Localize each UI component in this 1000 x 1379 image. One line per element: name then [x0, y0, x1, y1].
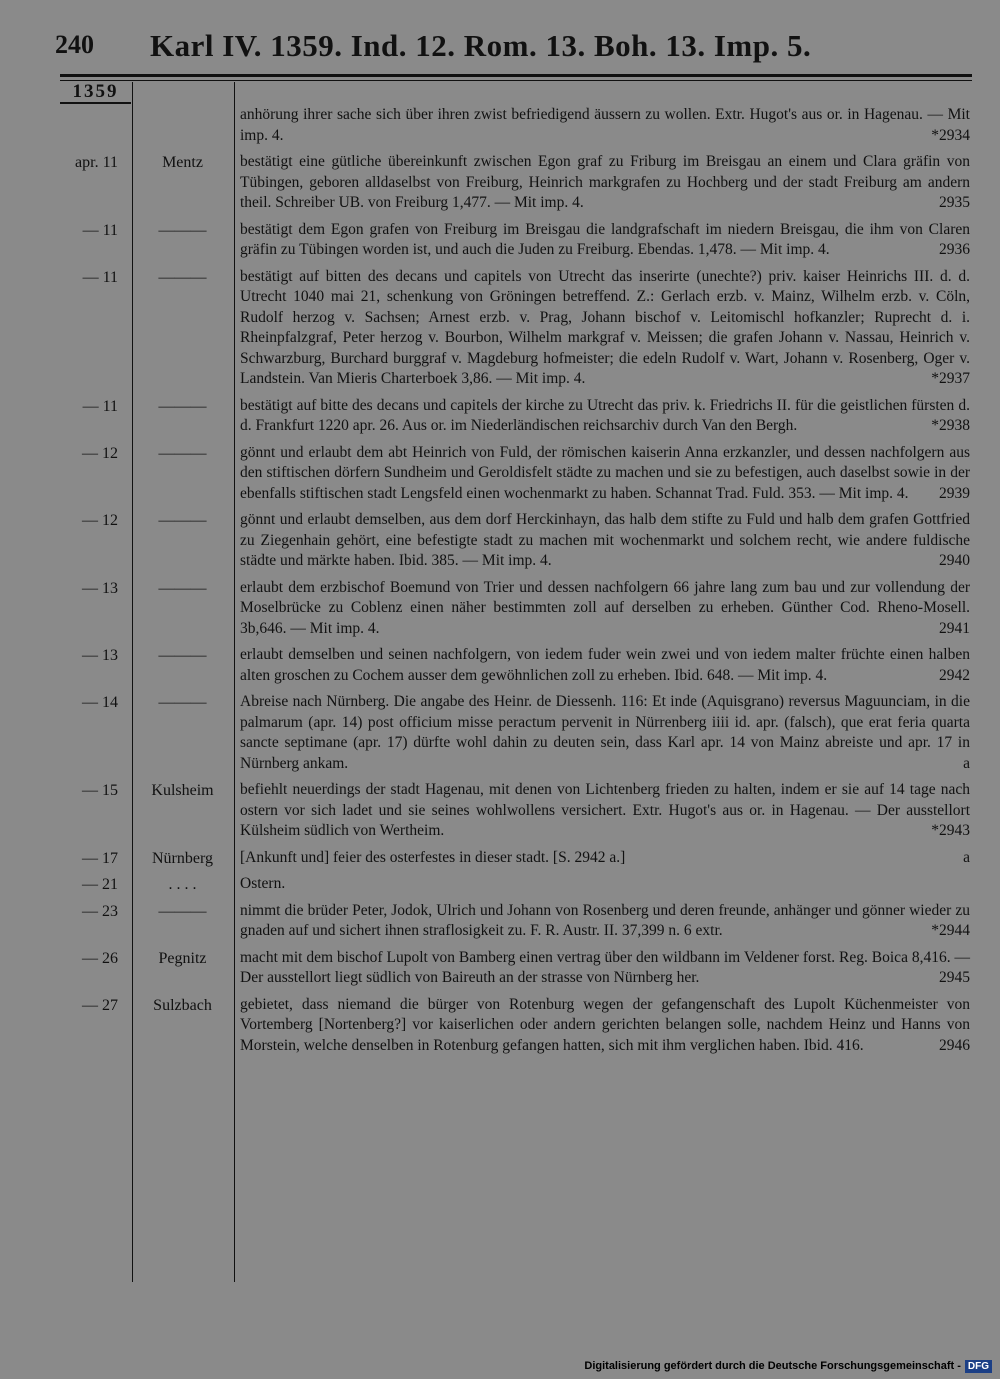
entry	[0, 848, 1000, 869]
entry-body: befiehlt neuerdings der stadt Hagenau, mit denen von Lichtenberg frieden zu halten, indem er sie auf 14 tage nach ostern vor sich ladet und sie seines wohlwollens versichert. Extr. Hugot's aus or. in Hagenau. — Der ausstellort Külsheim südlich von Wertheim.	[240, 781, 970, 839]
entry-place: ———	[158, 647, 207, 664]
entry-place: Mentz	[162, 154, 203, 171]
entry-body: gönnt und erlaubt dem abt Heinrich von Fuld, der römischen kaiserin Anna erzkanzler, und dessen nachfolgern aus den stiftischen dörfern Sundheim und Geroldisfelt städte zu machen und sie zu befestigen, auch daselbst sowie in der ebenfalls stiftischen stadt Lengsfeld einen wochenmarkt zu haben. Schannat Trad. Fuld. 353. — Mit imp. 4.	[240, 443, 970, 502]
entry-date: — 15	[82, 782, 118, 799]
entry-date: — 26	[82, 949, 118, 967]
entry-text	[240, 443, 970, 505]
entry-place: ———	[158, 444, 207, 462]
entry-date: — 21	[82, 876, 118, 893]
entry-number: 2936	[939, 241, 970, 258]
entry-number: 2946	[939, 1036, 970, 1054]
header-rule-thick	[60, 74, 972, 77]
entry-text	[240, 874, 970, 895]
entry-place: Sulzbach	[153, 996, 212, 1014]
entry-place: ———	[158, 397, 207, 415]
entry-text	[240, 645, 970, 686]
entry-body: Abreise nach Nürnberg. Die angabe des Heinr. de Diessenh. 116: Et inde (Aquisgrano) reversus Maguunciam, in die palmarum (apr. 14) post officium misse peractum pervenit in Nürrenberg iiii id. apr. (falsch), que erat feria quarta sancte septimane (apr. 17) dürfte wohl dahin zu deuten sein, dass Karl apr. 14 von Mainz abreiste und apr. 17 in Nürnberg ankam.	[240, 693, 970, 772]
entry	[0, 645, 1000, 686]
entry-text	[240, 152, 970, 214]
entry-body: nimmt die brüder Peter, Jodok, Ulrich und Johann von Rosenberg und deren freunde, anhänger und gönner wieder zu gnaden auf und sichert ihnen straflosigkeit zu. F. R. Austr. II. 37,399 n. 6 extr.	[240, 901, 970, 939]
year-label: 1359	[72, 81, 119, 102]
entry-body: bestätigt eine gütliche übereinkunft zwischen Egon graf zu Friburg im Breisgau an einem und Clara gräfin von Tübingen, geboren alldaselbst von Freiburg, Heinrich markgrafen zu Hochberg und der stadt Freiburg am andern theil. Schreiber UB. von Freiburg 1,477. — Mit imp. 4.	[240, 153, 970, 211]
entry-date: — 11	[82, 221, 118, 239]
entry-place: ———	[158, 268, 207, 286]
entry-number: 2939	[939, 484, 970, 502]
entry-text	[240, 692, 970, 774]
entry-number: 2935	[939, 194, 970, 211]
entry-text	[240, 105, 970, 146]
entry-body: erlaubt demselben und seinen nachfolgern, von iedem fuder wein zwei und von iedem malter früchte einen halben alten groschen zu Cochem ausser dem gewöhnlichen zoll zu erheben. Ibid. 648. — Mit imp. 4.	[240, 646, 970, 684]
entry-date: — 27	[82, 996, 118, 1014]
entry-body: anhörung ihrer sache sich über ihren zwist befriedigend äussern zu wollen. Extr. Hugot's aus or. in Hagenau. — Mit imp. 4.	[240, 106, 970, 144]
entry-place: ———	[158, 221, 207, 239]
entry-place: ———	[158, 579, 207, 597]
entry	[0, 152, 1000, 214]
entry-date: — 14	[82, 694, 118, 711]
entry-text	[240, 220, 970, 261]
entry	[0, 874, 1000, 895]
entry-place: ———	[158, 902, 207, 920]
entry	[0, 995, 1000, 1057]
entry-body: erlaubt dem erzbischof Boemund von Trier und dessen nachfolgern 66 jahre lang zum bau und zur vollendung der Moselbrücke zu Coblenz einen näher bestimmten zoll auf derselben zu erheben. Günther Cod. Rheno-Mosell. 3b,646. — Mit imp. 4.	[240, 578, 970, 637]
entry-number: a	[963, 848, 970, 866]
regesta-entries	[0, 105, 1000, 1062]
entry-date: — 12	[82, 444, 118, 462]
credit-text: Digitalisierung gefördert durch die Deutsche Forschungsgemeinschaft -	[584, 1360, 961, 1372]
entry-number: 2945	[939, 969, 970, 986]
entry	[0, 267, 1000, 390]
entry-text	[240, 848, 970, 869]
entry-number: *2944	[931, 922, 970, 939]
entry-number: *2943	[931, 822, 970, 839]
entry-date: — 17	[82, 849, 118, 867]
entry-text	[240, 901, 970, 942]
entry-body: bestätigt dem Egon grafen von Freiburg im Breisgau die landgrafschaft im niedern Breisgau, die ihm von Claren gräfin zu Tübingen worden ist, und auch die Juden zu Freiburg. Ebendas. 1,478. — Mit imp. 4.	[240, 220, 970, 258]
entry-number: *2938	[931, 417, 970, 434]
entry-text	[240, 780, 970, 842]
entry-text	[240, 578, 970, 640]
entry-place: ———	[158, 512, 207, 529]
entry-place: . . . .	[168, 876, 197, 893]
entry	[0, 105, 1000, 146]
entry-text	[240, 510, 970, 572]
entry-number: *2934	[931, 126, 970, 144]
entry-number: a	[963, 754, 970, 772]
entry-body: bestätigt auf bitten des decans und capitels von Utrecht das inserirte (unechte?) priv. kaiser Heinrichs III. d. d. Utrecht 1040 mai 21, schenkung von Gröningen betreffend. Z.: Gerlach erzb. v. Mainz, Wilhelm erzb. v. Cöln, Rudolf herzog v. Sachsen; Arnest erzb. v. Prag, Johann bischof v. Leitomischl hofkanzler; Ruprecht d. i. Rheinpfalzgraf, Peter herzog v. Bourbon, Wilhelm markgraf v. Meissen; die grafen Johann v. Nassau, Heinrich v. Schwarzburg, Burchard burggraf v. Magdeburg hofmeister; die edeln Rudolf v. Wart, Johann v. Rosenberg, Oger v. Landstein. Van Mieris Charterboek 3,86. — Mit imp. 4.	[240, 267, 970, 387]
entry	[0, 396, 1000, 437]
entry-date: — 13	[82, 647, 118, 664]
header-rule-thin	[60, 80, 972, 81]
entry	[0, 443, 1000, 505]
entry-number: 2941	[939, 619, 970, 637]
entry-place: Nürnberg	[151, 849, 214, 867]
page-header	[0, 0, 1000, 72]
year-underline	[60, 102, 131, 104]
entry-body: gebietet, dass niemand die bürger von Rotenburg wegen der gefangenschaft des Lupolt Küchenmeister von Vortemberg [Nortenberg?] vor kaiserlichen oder andern gerichten belangen solle, nachdem Heinz und Hanns von Morstein, welche denselben in Rotenburg gefangen hatten, sich mit ihm verglichen haben. Ibid. 416.	[240, 995, 970, 1054]
entry-place: ———	[158, 694, 207, 711]
entry-date: apr. 11	[75, 154, 118, 171]
entry-date: — 23	[82, 902, 118, 920]
entry-place: Pegnitz	[158, 949, 207, 967]
entry	[0, 510, 1000, 572]
entry-text	[240, 948, 970, 989]
entry-body: Ostern.	[240, 875, 286, 892]
entry-text	[240, 995, 970, 1057]
entry	[0, 578, 1000, 640]
entry	[0, 901, 1000, 942]
entry-place: Kulsheim	[151, 782, 214, 799]
digitization-credit	[584, 1360, 992, 1373]
entry-body: bestätigt auf bitte des decans und capitels der kirche zu Utrecht das priv. k. Friedrichs II. für die geistlichen fürsten d. d. Frankfurt 1220 apr. 26. Aus or. im Niederländischen reichsarchiv durch Van den Bergh.	[240, 396, 970, 434]
dfg-logo: DFG	[965, 1360, 992, 1373]
entry-number: 2940	[939, 552, 970, 569]
entry-number: 2942	[939, 666, 970, 684]
entry-text	[240, 267, 970, 390]
entry-date: — 13	[82, 579, 118, 597]
entry-date: — 12	[82, 512, 118, 529]
entry-body: macht mit dem bischof Lupolt von Bamberg einen vertrag über den wildbann im Veldener forst. Reg. Boica 8,416. — Der ausstellort liegt südlich von Baireuth an der strasse von Nürnberg her.	[240, 948, 970, 986]
entry	[0, 220, 1000, 261]
page-number: 240	[55, 30, 94, 59]
entry-body: [Ankunft und] feier des osterfestes in dieser stadt. [S. 2942 a.]	[240, 848, 626, 866]
entry	[0, 948, 1000, 989]
entry-date: — 11	[82, 397, 118, 415]
running-title: Karl IV. 1359. Ind. 12. Rom. 13. Boh. 13. Imp. 5.	[150, 28, 812, 63]
entry-date: — 11	[82, 268, 118, 286]
entry-number: *2937	[931, 370, 970, 387]
entry	[0, 780, 1000, 842]
entry	[0, 692, 1000, 774]
entry-body: gönnt und erlaubt demselben, aus dem dorf Herckinhayn, das halb dem stifte zu Fuld und halb dem grafen Gottfried zu Ziegenhain gehört, eine befestigte stadt zu machen mit wochenmarkt und solchem recht, wie andere fuldische städte und märkte haben. Ibid. 385. — Mit imp. 4.	[240, 511, 970, 569]
entry-text	[240, 396, 970, 437]
